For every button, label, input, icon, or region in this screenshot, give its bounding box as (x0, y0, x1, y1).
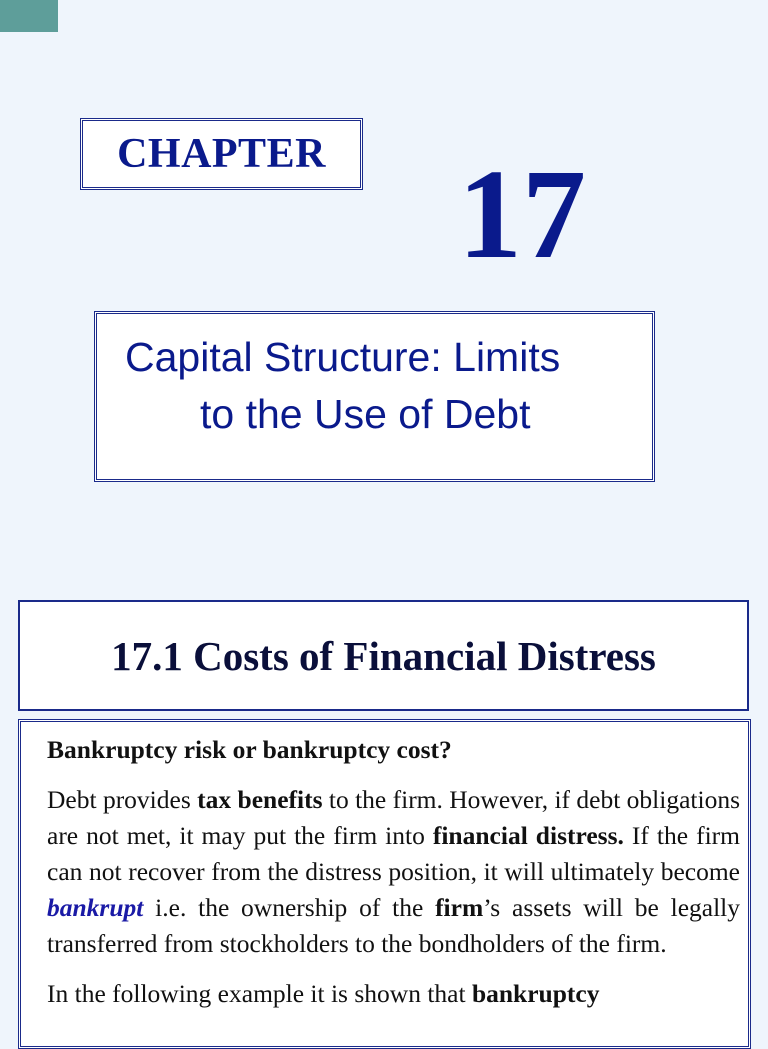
p1-text-1: Debt provides (47, 785, 198, 814)
p1-bold-financial-distress: financial distress. (432, 821, 624, 850)
p1-text-4: i.e. the ownership of the (143, 893, 436, 922)
chapter-title-box (94, 311, 655, 482)
p1-italic-bankrupt: bankrupt (47, 893, 144, 922)
p1-bold-firm: firm (435, 893, 484, 922)
content-paragraph-2 (47, 976, 740, 1012)
p1-text-5: ’s assets will be legally transferred from stockholders to the bondholders of the firm. (47, 893, 740, 958)
content-question: Bankruptcy risk or bankruptcy cost? (47, 735, 452, 764)
content-box (18, 719, 751, 1049)
chapter-title-line-1: Capital Structure: Limits (125, 334, 561, 380)
chapter-number: 17 (458, 143, 586, 285)
chapter-label-box (80, 118, 363, 190)
chapter-title-line-2: to the Use of Debt (200, 391, 531, 437)
p1-text-3: If the firm can not recover from the distress position, it will ultimately become (47, 821, 740, 886)
p2-text-1: In the following example it is shown that (47, 979, 472, 1008)
section-heading-box (18, 600, 749, 711)
p1-text-2: to the firm. However, if debt obligations are not met, it may put the firm into (47, 785, 741, 850)
corner-decoration (0, 0, 58, 32)
chapter-label: CHAPTER (117, 131, 326, 177)
p1-bold-tax-benefits: tax benefits (197, 785, 323, 814)
content-paragraph-1 (47, 782, 740, 962)
section-heading: 17.1 Costs of Financial Distress (111, 632, 656, 679)
content-body (47, 732, 740, 1026)
p2-bold-bankruptcy: bankruptcy (471, 979, 600, 1008)
